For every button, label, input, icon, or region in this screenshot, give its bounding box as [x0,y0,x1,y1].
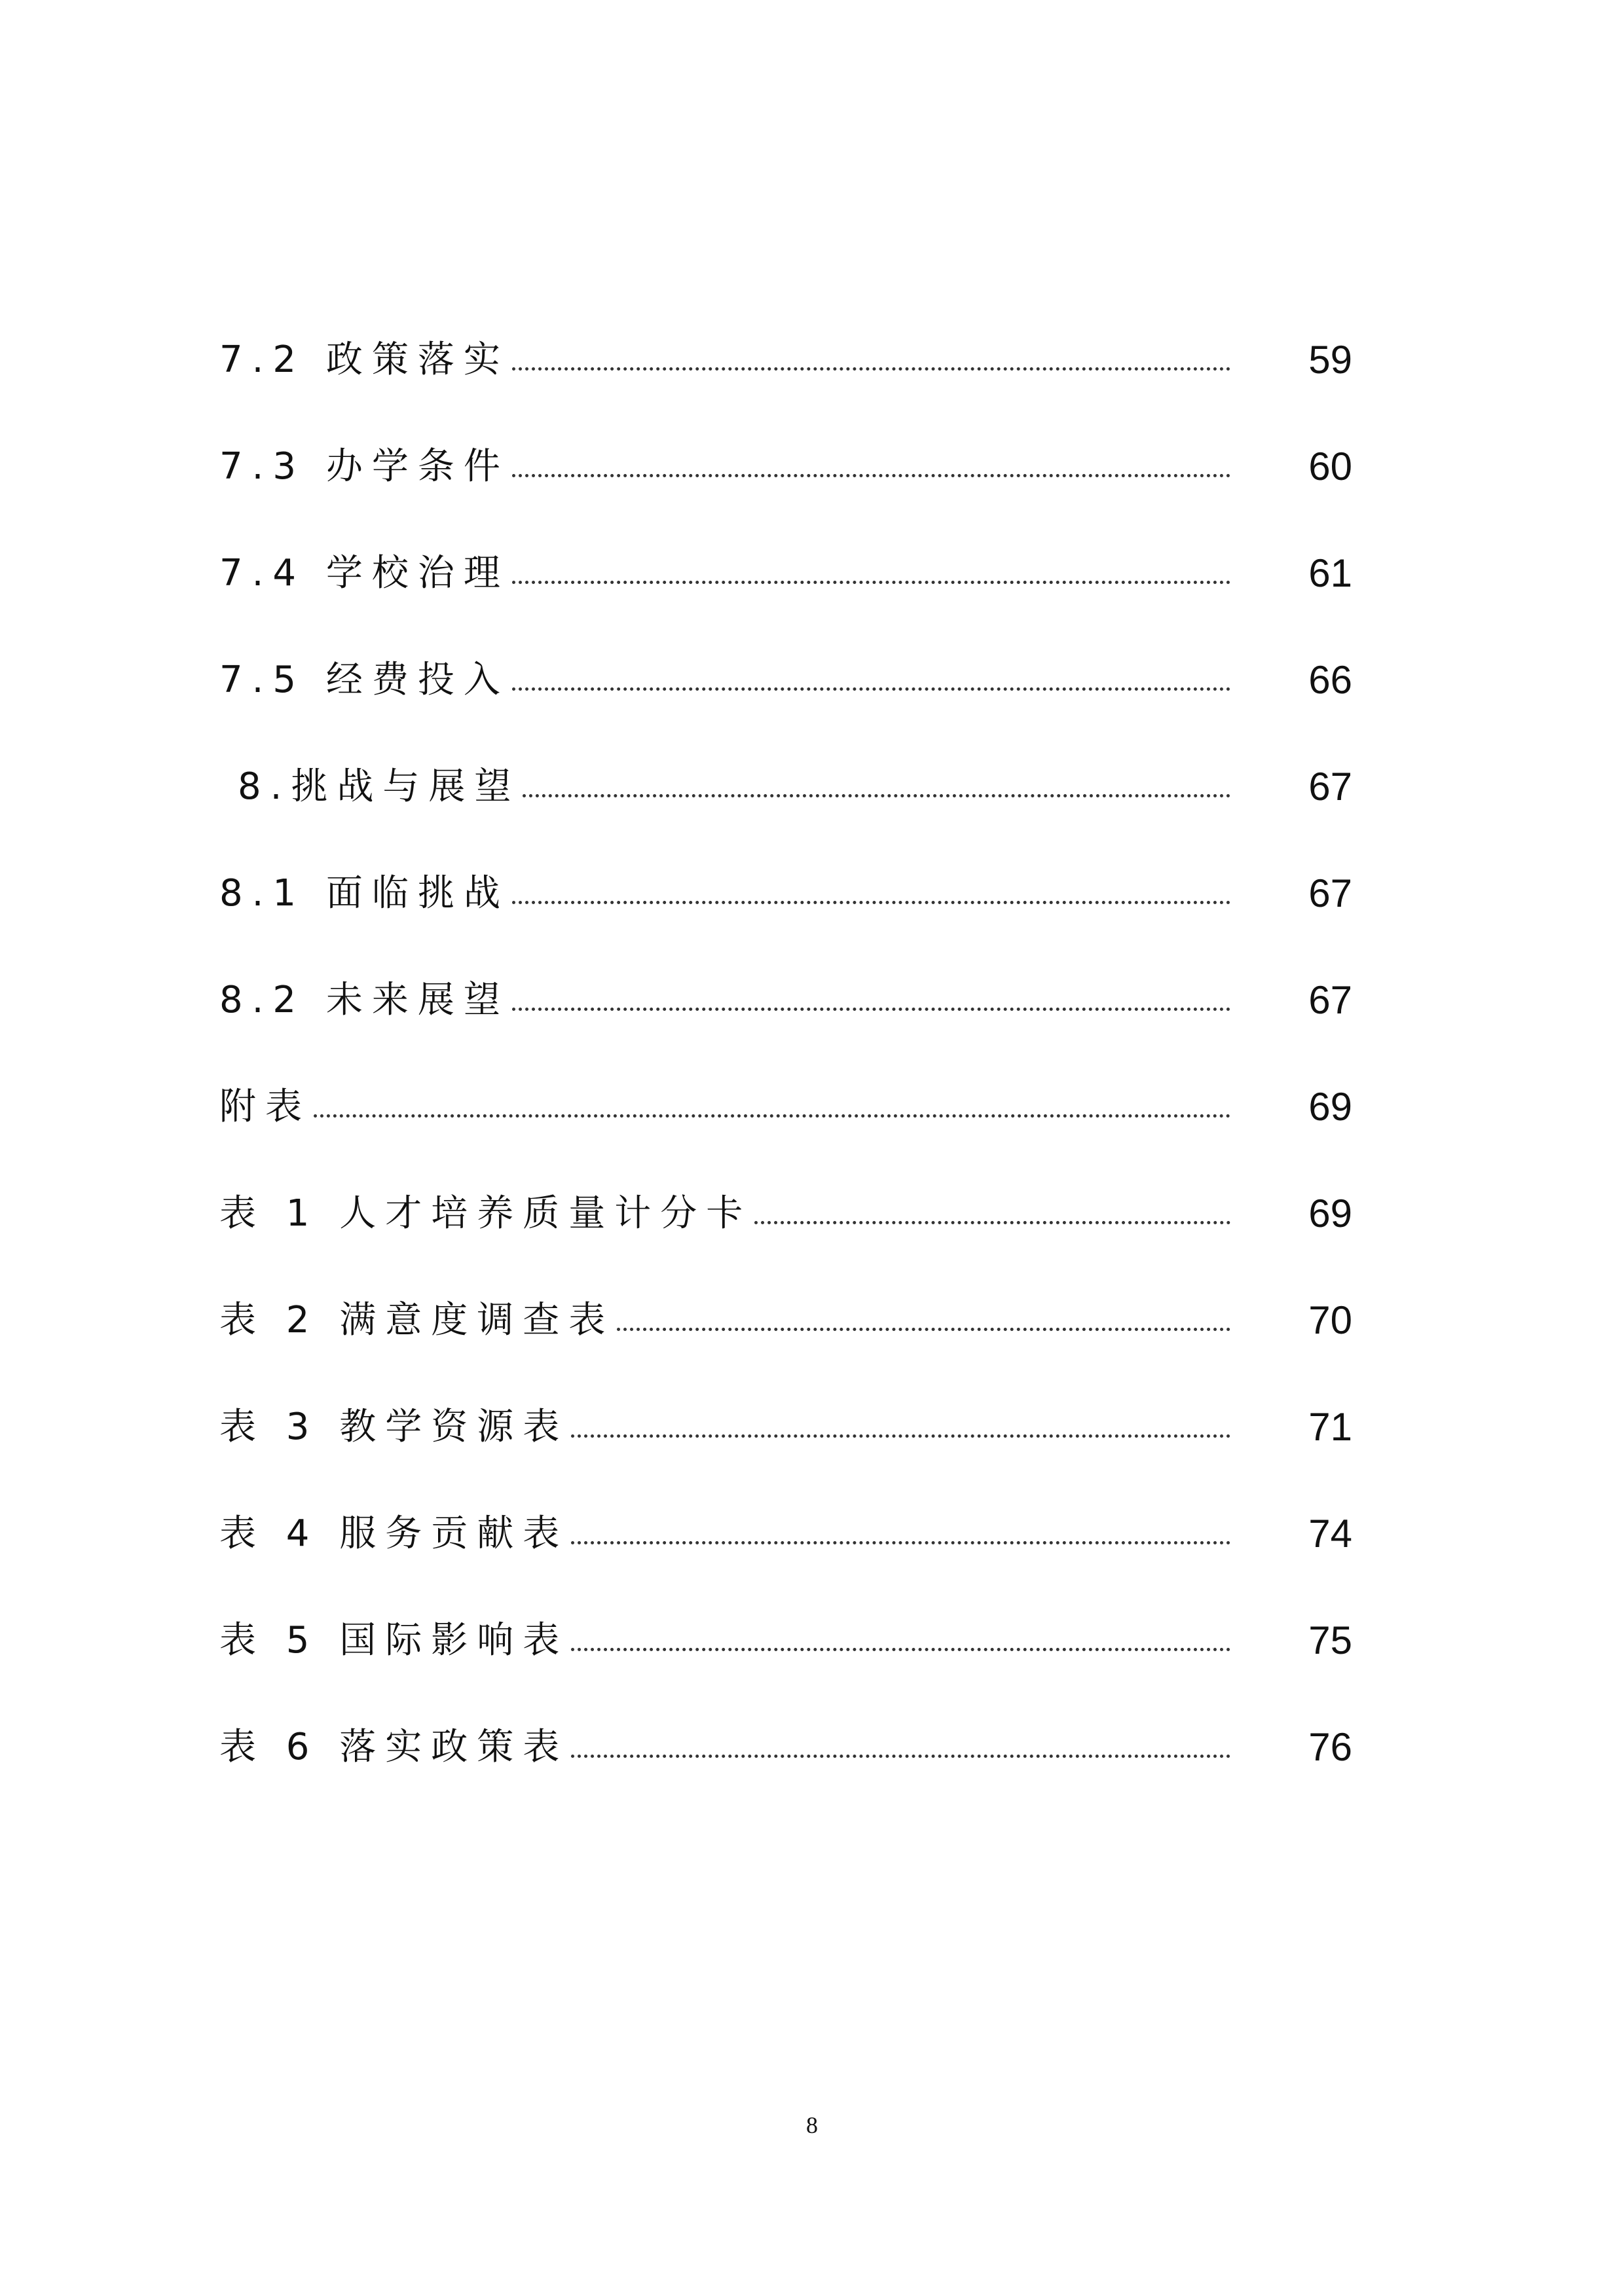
toc-entry[interactable] [219,1160,1352,1267]
toc-entry[interactable] [219,947,1352,1053]
toc-entry-page: 69 [1308,1084,1352,1129]
toc-dot-leader [314,1114,1230,1118]
toc-entry-label: 7.3 办学条件 [219,445,509,488]
toc-entry-page: 67 [1308,764,1352,809]
toc-entry[interactable] [219,1374,1352,1480]
toc-entry-page: 61 [1308,551,1352,595]
toc-entry[interactable] [219,306,1352,413]
toc-entry-page: 70 [1308,1298,1352,1342]
table-of-contents [219,306,1352,1800]
toc-entry-page: 67 [1308,871,1352,915]
toc-entry[interactable] [219,1694,1352,1800]
page-number: 8 [806,2112,818,2138]
toc-dot-leader [512,1008,1230,1011]
toc-entry-page: 60 [1308,444,1352,488]
toc-entry-label: 8.1 面临挑战 [219,871,509,915]
toc-entry-label: 表 2 满意度调查表 [219,1298,615,1341]
toc-entry[interactable] [219,627,1352,733]
toc-entry[interactable] [219,1267,1352,1374]
toc-entry[interactable] [219,1587,1352,1694]
toc-dot-leader [523,794,1230,797]
toc-entry-page: 69 [1308,1191,1352,1235]
toc-dot-leader [512,367,1230,371]
toc-dot-leader [512,474,1230,477]
toc-entry-label: 8.挑战与展望 [238,765,521,808]
toc-entry[interactable] [219,520,1352,627]
toc-entry-page: 75 [1308,1618,1352,1662]
toc-entry-label: 表 5 国际影响表 [219,1618,569,1662]
toc-entry[interactable] [219,840,1352,947]
toc-entry-page: 66 [1308,657,1352,702]
toc-entry-label: 7.2 政策落实 [219,338,509,381]
toc-dot-leader [571,1434,1230,1438]
toc-entry-page: 67 [1308,977,1352,1022]
toc-entry-page: 59 [1308,337,1352,382]
toc-entry-page: 74 [1308,1511,1352,1556]
toc-entry-label: 7.5 经费投入 [219,658,509,701]
toc-entry-label: 表 3 教学资源表 [219,1405,569,1448]
toc-entry-label: 表 6 落实政策表 [219,1725,569,1768]
toc-entry-label: 附表 [219,1085,311,1128]
toc-entry[interactable] [219,413,1352,520]
toc-dot-leader [571,1648,1230,1651]
toc-dot-leader [512,687,1230,691]
toc-entry[interactable] [219,733,1352,840]
toc-entry[interactable] [219,1053,1352,1160]
toc-dot-leader [617,1328,1230,1331]
toc-entry-label: 7.4 学校治理 [219,551,509,594]
toc-dot-leader [571,1755,1230,1758]
toc-dot-leader [512,581,1230,584]
toc-dot-leader [571,1541,1230,1544]
toc-entry[interactable] [219,1480,1352,1587]
toc-dot-leader [754,1221,1230,1224]
toc-entry-page: 71 [1308,1404,1352,1449]
toc-entry-page: 76 [1308,1724,1352,1769]
toc-entry-label: 8.2 未来展望 [219,978,509,1021]
toc-entry-label: 表 4 服务贡献表 [219,1512,569,1555]
toc-dot-leader [512,901,1230,904]
toc-entry-label: 表 1 人才培养质量计分卡 [219,1192,752,1235]
